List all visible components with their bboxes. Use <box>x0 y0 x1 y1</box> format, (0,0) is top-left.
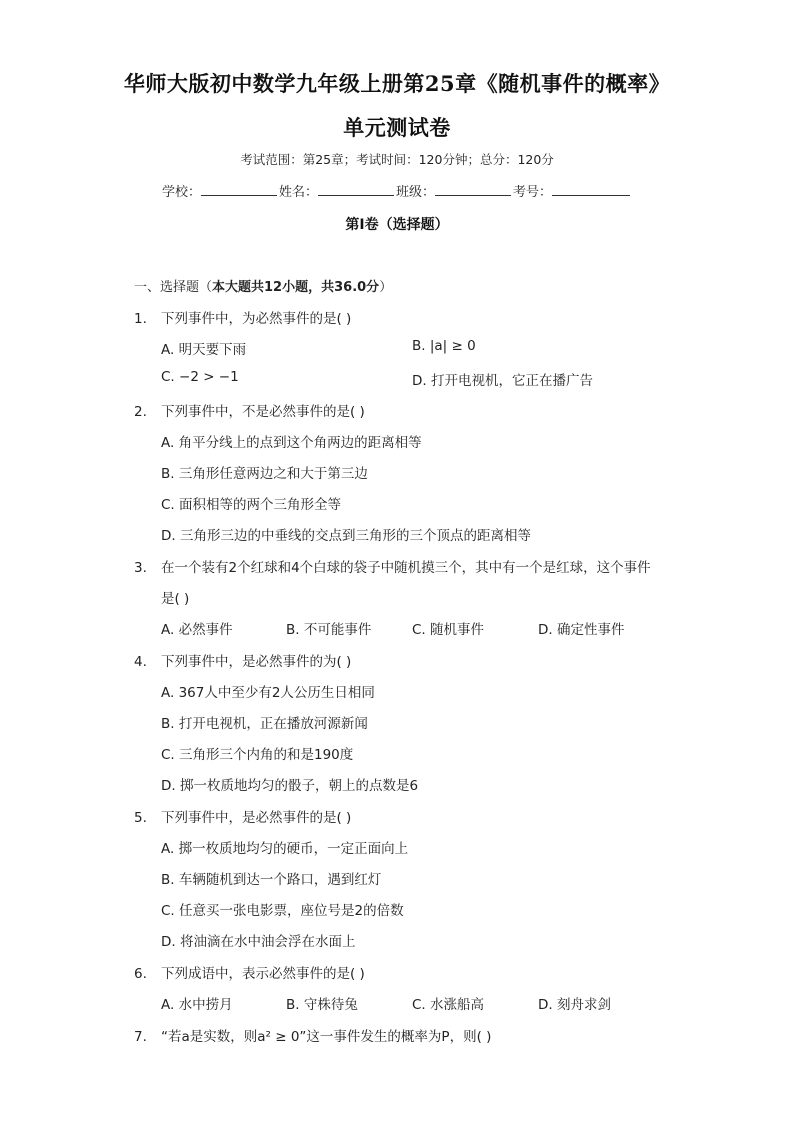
student-info-line <box>162 181 632 200</box>
school-blank <box>201 182 277 196</box>
name-blank <box>318 182 394 196</box>
page-title: 华师大版初中数学九年级上册第25章《随机事件的概率》 <box>123 71 671 96</box>
exam-info: 考试范围：第25章；考试时间：120分钟；总分：120分 <box>240 152 554 167</box>
question-stem: 下列事件中，为必然事件的是( ) <box>161 311 352 327</box>
option-1b: B. |a| ≥ 0 <box>412 338 476 354</box>
exam-no-label: 考号： <box>513 185 553 200</box>
option-6b: B. 守株待兔 <box>286 997 358 1013</box>
option-6c: C. 水涨船高 <box>412 997 485 1013</box>
option-1a: A. 明天要下雨 <box>161 342 247 358</box>
option-5b: B. 车辆随机到达一个路口，遇到红灯 <box>161 872 382 888</box>
option-6d: D. 刻舟求剑 <box>538 997 611 1013</box>
option-3a: A. 必然事件 <box>161 622 233 638</box>
option-6a: A. 水中捞月 <box>161 997 233 1013</box>
school-label: 学校： <box>162 185 202 200</box>
question-3-continuation: 是( ) <box>161 591 190 607</box>
question-stem: 下列成语中，表示必然事件的是( ) <box>161 966 365 982</box>
option-2c: C. 面积相等的两个三角形全等 <box>161 497 342 513</box>
option-3b: B. 不可能事件 <box>286 622 372 638</box>
option-5a: A. 掷一枚质地均匀的硬币，一定正面向上 <box>161 841 409 857</box>
question-1: 1. 下列事件中，为必然事件的是( ) <box>134 311 352 327</box>
question-7: 7. “若a是实数，则a² ≥ 0”这一事件发生的概率为P，则( ) <box>134 1029 492 1045</box>
question-3: 3. 在一个装有2个红球和4个白球的袋子中随机摸三个，其中有一个是红球，这个事件 <box>134 560 651 576</box>
volume-heading: 第I卷（选择题） <box>345 217 449 233</box>
option-2a: A. 角平分线上的点到这个角两边的距离相等 <box>161 435 422 451</box>
question-5: 5. 下列事件中，是必然事件的是( ) <box>134 810 352 826</box>
option-3c: C. 随机事件 <box>412 622 485 638</box>
option-5c: C. 任意买一张电影票，座位号是2的倍数 <box>161 903 404 919</box>
question-2: 2. 下列事件中，不是必然事件的是( ) <box>134 404 365 420</box>
question-4: 4. 下列事件中，是必然事件的为( ) <box>134 654 352 670</box>
option-1d: D. 打开电视机，它正在播广告 <box>412 373 593 389</box>
page-subtitle: 单元测试卷 <box>343 115 451 140</box>
option-4d: D. 掷一枚质地均匀的骰子，朝上的点数是6 <box>161 778 419 794</box>
option-5d: D. 将油滴在水中油会浮在水面上 <box>161 934 356 950</box>
option-4a: A. 367人中至少有2人公历生日相同 <box>161 685 375 701</box>
question-6: 6. 下列成语中，表示必然事件的是( ) <box>134 966 365 982</box>
question-stem: 在一个装有2个红球和4个白球的袋子中随机摸三个，其中有一个是红球，这个事件 <box>161 560 651 576</box>
option-2d: D. 三角形三边的中垂线的交点到三角形的三个顶点的距离相等 <box>161 528 531 544</box>
name-label: 姓名： <box>279 185 319 200</box>
class-label: 班级： <box>396 185 436 200</box>
class-blank <box>435 182 511 196</box>
question-stem: 下列事件中，是必然事件的是( ) <box>161 810 352 826</box>
question-stem: 下列事件中，不是必然事件的是( ) <box>161 404 365 420</box>
exam-no-blank <box>552 182 630 196</box>
option-4c: C. 三角形三个内角的和是190度 <box>161 747 354 763</box>
section-heading: 一、选择题（本大题共12小题，共36.0分） <box>134 280 393 295</box>
option-4b: B. 打开电视机，正在播放河源新闻 <box>161 716 368 732</box>
question-stem: 下列事件中，是必然事件的为( ) <box>161 654 352 670</box>
option-2b: B. 三角形任意两边之和大于第三边 <box>161 466 368 482</box>
question-stem: “若a是实数，则a² ≥ 0”这一事件发生的概率为P，则( ) <box>161 1029 492 1045</box>
option-3d: D. 确定性事件 <box>538 622 625 638</box>
option-1c: C. −2 > −1 <box>161 369 239 385</box>
